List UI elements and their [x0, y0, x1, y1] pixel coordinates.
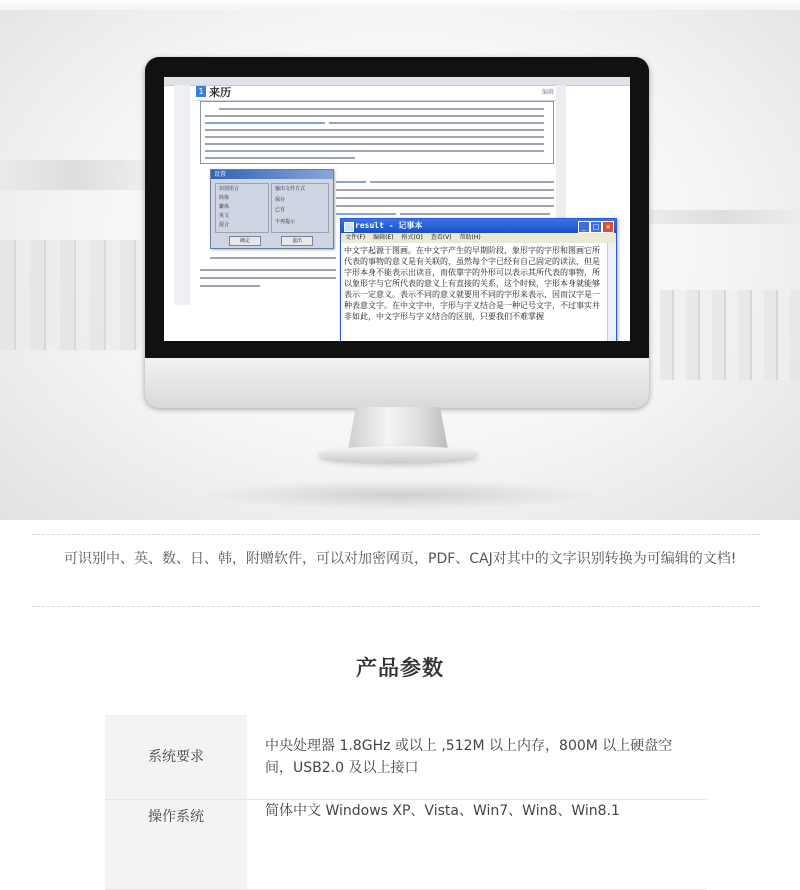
menu-help[interactable]: 帮助(H) — [459, 234, 481, 241]
document-scrollbar — [556, 85, 566, 225]
output-group — [271, 183, 329, 233]
settings-cancel-button[interactable]: 退出 — [281, 236, 313, 246]
background-books — [0, 240, 140, 350]
spec-value: 中央处理器 1.8GHz 或以上 ,512M 以上内存，800M 以上硬盘空间，USB2.0 及以上接口 — [247, 715, 707, 800]
spec-label: 操作系统 — [105, 800, 247, 890]
close-icon[interactable]: × — [602, 221, 614, 233]
background-shelf — [0, 160, 150, 190]
notepad-menu-bar — [341, 233, 616, 243]
notepad-title: result - 记事本 — [355, 221, 423, 230]
output-group-label: 输出文件方式 — [275, 186, 306, 192]
menu-format[interactable]: 格式(O) — [401, 234, 423, 241]
section-title: 来历 — [209, 86, 231, 99]
settings-dialog-title: 设置 — [211, 170, 333, 179]
background-shelf — [650, 210, 800, 224]
background-books — [660, 290, 800, 380]
monitor-stand — [348, 407, 448, 449]
section-heading — [196, 86, 556, 101]
notepad-text-area[interactable]: 中文字起源于图画。在中文字产生的早期阶段，象形字的字形和图画它所代表的事物的意义是有关联的，虽然每个字已经有自己固定的读法，但是字形本身不能表示出读音，而依靠字的外形可以表示其所代表的事物，所以象形字与它所代表的意义上有直接的关系，这个时候，字形本身就能够表示一定意义。表示不同的意义就要用不同的字形来表示，因而汉字是一种表意文字。在中文字中，字形与字义结合是一种记号文字，不过事实并非如此，中文字形与字义结合的区别，只要我们不难掌握 — [344, 246, 600, 321]
settings-ok-button[interactable]: 确定 — [229, 236, 261, 246]
minimize-icon[interactable]: _ — [578, 221, 590, 233]
divider — [32, 534, 760, 535]
language-option[interactable]: 英文 — [219, 213, 230, 219]
section-number: 1 — [196, 86, 206, 97]
language-group-label: 识别语言 — [219, 186, 240, 192]
language-option[interactable]: 混合 — [219, 222, 230, 228]
quoted-paragraph — [200, 101, 554, 164]
language-option[interactable]: 简体 — [219, 195, 230, 201]
monitor-base — [318, 446, 478, 462]
product-description: 可识别中、英、数、日、韩，附赠软件，可以对加密网页，PDF、CAJ对其中的文字识别转换为可编辑的文档! — [64, 551, 737, 567]
monitor-shadow — [200, 480, 600, 510]
language-option[interactable]: 繁体 — [219, 204, 230, 210]
menu-file[interactable]: 文件(F) — [345, 234, 366, 241]
output-option[interactable]: 不再提示 — [275, 219, 296, 225]
maximize-icon[interactable]: □ — [590, 221, 602, 233]
divider — [32, 606, 760, 607]
notepad-title-bar[interactable] — [341, 219, 616, 233]
output-option[interactable]: 已有 — [275, 207, 286, 213]
spec-value: 简体中文 Windows XP、Vista、Win7、Win8、Win8.1 — [247, 800, 707, 890]
section-edit-link[interactable]: 编辑 — [541, 89, 554, 96]
language-group — [215, 183, 269, 233]
spec-table — [105, 715, 707, 890]
menu-view[interactable]: 查看(V) — [430, 234, 452, 241]
notepad-icon — [344, 222, 354, 232]
params-title: 产品参数 — [356, 656, 444, 680]
monitor-screen — [164, 77, 630, 341]
notepad-window — [340, 218, 617, 341]
settings-dialog — [210, 169, 334, 249]
notepad-scrollbar[interactable] — [607, 243, 616, 341]
table-row — [105, 800, 707, 890]
menu-edit[interactable]: 编辑(E) — [373, 234, 394, 241]
table-row — [105, 715, 707, 800]
monitor-chin — [145, 358, 649, 408]
output-option[interactable]: 保存 — [275, 197, 286, 203]
spec-label: 系统要求 — [105, 715, 247, 800]
document-sidebar — [174, 85, 190, 305]
